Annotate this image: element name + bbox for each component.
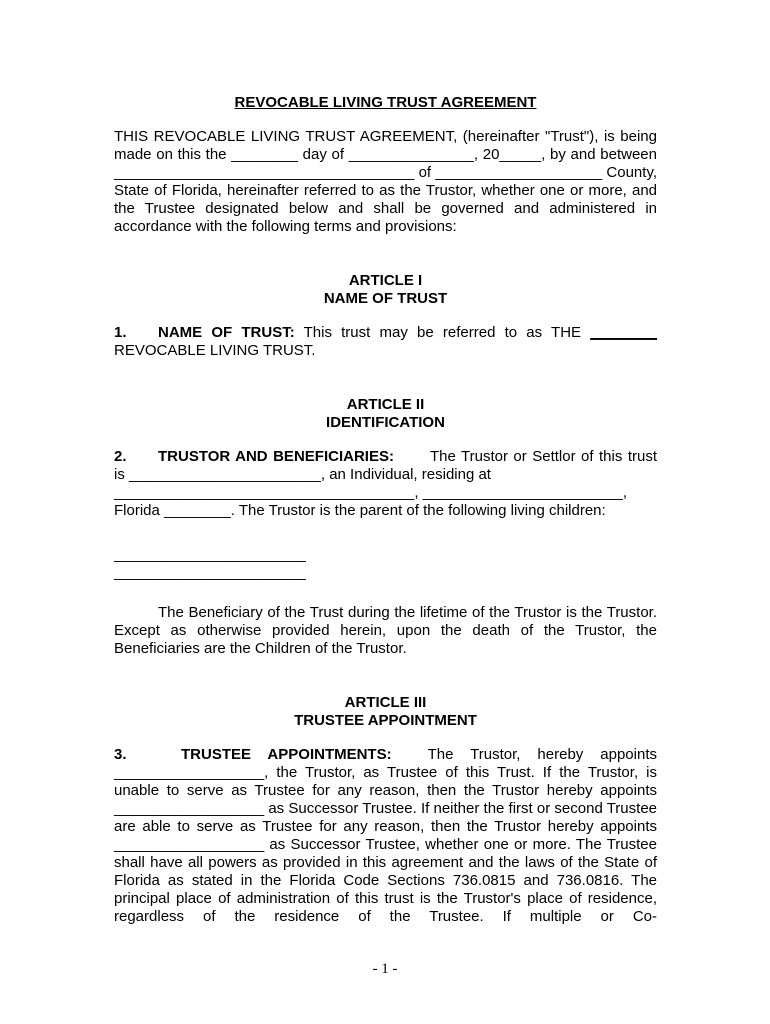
- article-3-item-line-1-rest: The Trustor, hereby appoints: [427, 746, 657, 763]
- article-1-label: ARTICLE I: [348, 272, 423, 289]
- trust-name-blank: ________: [590, 324, 657, 341]
- article-2-item-title: TRUSTOR AND BENEFICIARIES:: [158, 448, 394, 465]
- article-3-item-line-1: [114, 746, 657, 764]
- article-2-item-line-4: Florida ________. The Trustor is the parent of the following living children:: [114, 502, 606, 519]
- article-1-item-line-1: [114, 324, 657, 342]
- intro-paragraph: [114, 128, 657, 236]
- article-1-item-title: NAME OF TRUST:: [158, 324, 295, 341]
- article-1-item-text: This trust may be referred to as THE: [294, 324, 591, 341]
- article-1: [114, 272, 657, 360]
- article-3-item-rest: __________________, the Trustor, as Trustee of this Trust. If the Trustor, is unable to serve as Trustee for any reason, then the Trustor hereby appoints __________________ as Successor Trustee. If neither the first or second Trustee are able to serve as Trustee for any reason, then the Trustor hereby appoints __________________ as Successor Trustee, whether one or more. The Trustee shall have all powers as provided in this agreement and the laws of the State of Florida as stated in the Florida Code Sections 736.0815 and 736.0816. The principal place of administration of this trust is the Trustor's place of residence, regardless of the residence of the Trustee. If multiple or Co-: [114, 764, 657, 925]
- article-2-item-line-1: [114, 448, 657, 466]
- intro-line-3: ____________________________________ of ____________________ County,: [114, 164, 657, 181]
- document-title: REVOCABLE LIVING TRUST AGREEMENT: [234, 94, 537, 111]
- beneficiary-paragraph: The Beneficiary of the Trust during the lifetime of the Trustor is the Trustor. Except as otherwise provided herein, upon the death of the Trustor, the Beneficiaries are the Children of the Trustor.: [114, 604, 657, 657]
- article-1-item-number: 1.: [114, 324, 127, 341]
- article-2: [114, 396, 657, 658]
- intro-rest: State of Florida, hereinafter referred to as the Trustor, whether one or more, and the Trustee designated below and shall be governed and administered in accordance with the following terms and provisions:: [114, 182, 657, 235]
- article-3-label: ARTICLE III: [344, 694, 427, 711]
- article-3-item-title: TRUSTEE APPOINTMENTS:: [181, 746, 392, 763]
- article-2-label: ARTICLE II: [346, 396, 425, 413]
- intro-line-1: THIS REVOCABLE LIVING TRUST AGREEMENT, (hereinafter "Trust"), is being: [114, 128, 657, 145]
- article-2-item-line-1-rest: The Trustor or Settlor of this trust: [429, 448, 658, 465]
- document-body: [114, 94, 657, 926]
- article-1-item-end: REVOCABLE LIVING TRUST.: [114, 342, 316, 359]
- child-blank-1: _______________________: [114, 546, 306, 563]
- children-list: [114, 546, 657, 582]
- article-1-heading: NAME OF TRUST: [323, 290, 448, 307]
- article-2-item-line-2: is _______________________, an Individual, residing at: [114, 466, 491, 483]
- article-3-item-number: 3.: [114, 746, 127, 763]
- article-2-item-line-3: ____________________________________, ________________________,: [114, 484, 628, 501]
- article-2-heading: IDENTIFICATION: [326, 414, 445, 431]
- article-2-item-number: 2.: [114, 448, 127, 465]
- intro-line-2: made on this the ________ day of _______________, 20_____, by and between: [114, 146, 657, 163]
- page-number: - 1 -: [372, 961, 398, 977]
- article-3-heading: TRUSTEE APPOINTMENT: [294, 712, 477, 729]
- article-3: [114, 694, 657, 926]
- child-blank-2: _______________________: [114, 564, 306, 581]
